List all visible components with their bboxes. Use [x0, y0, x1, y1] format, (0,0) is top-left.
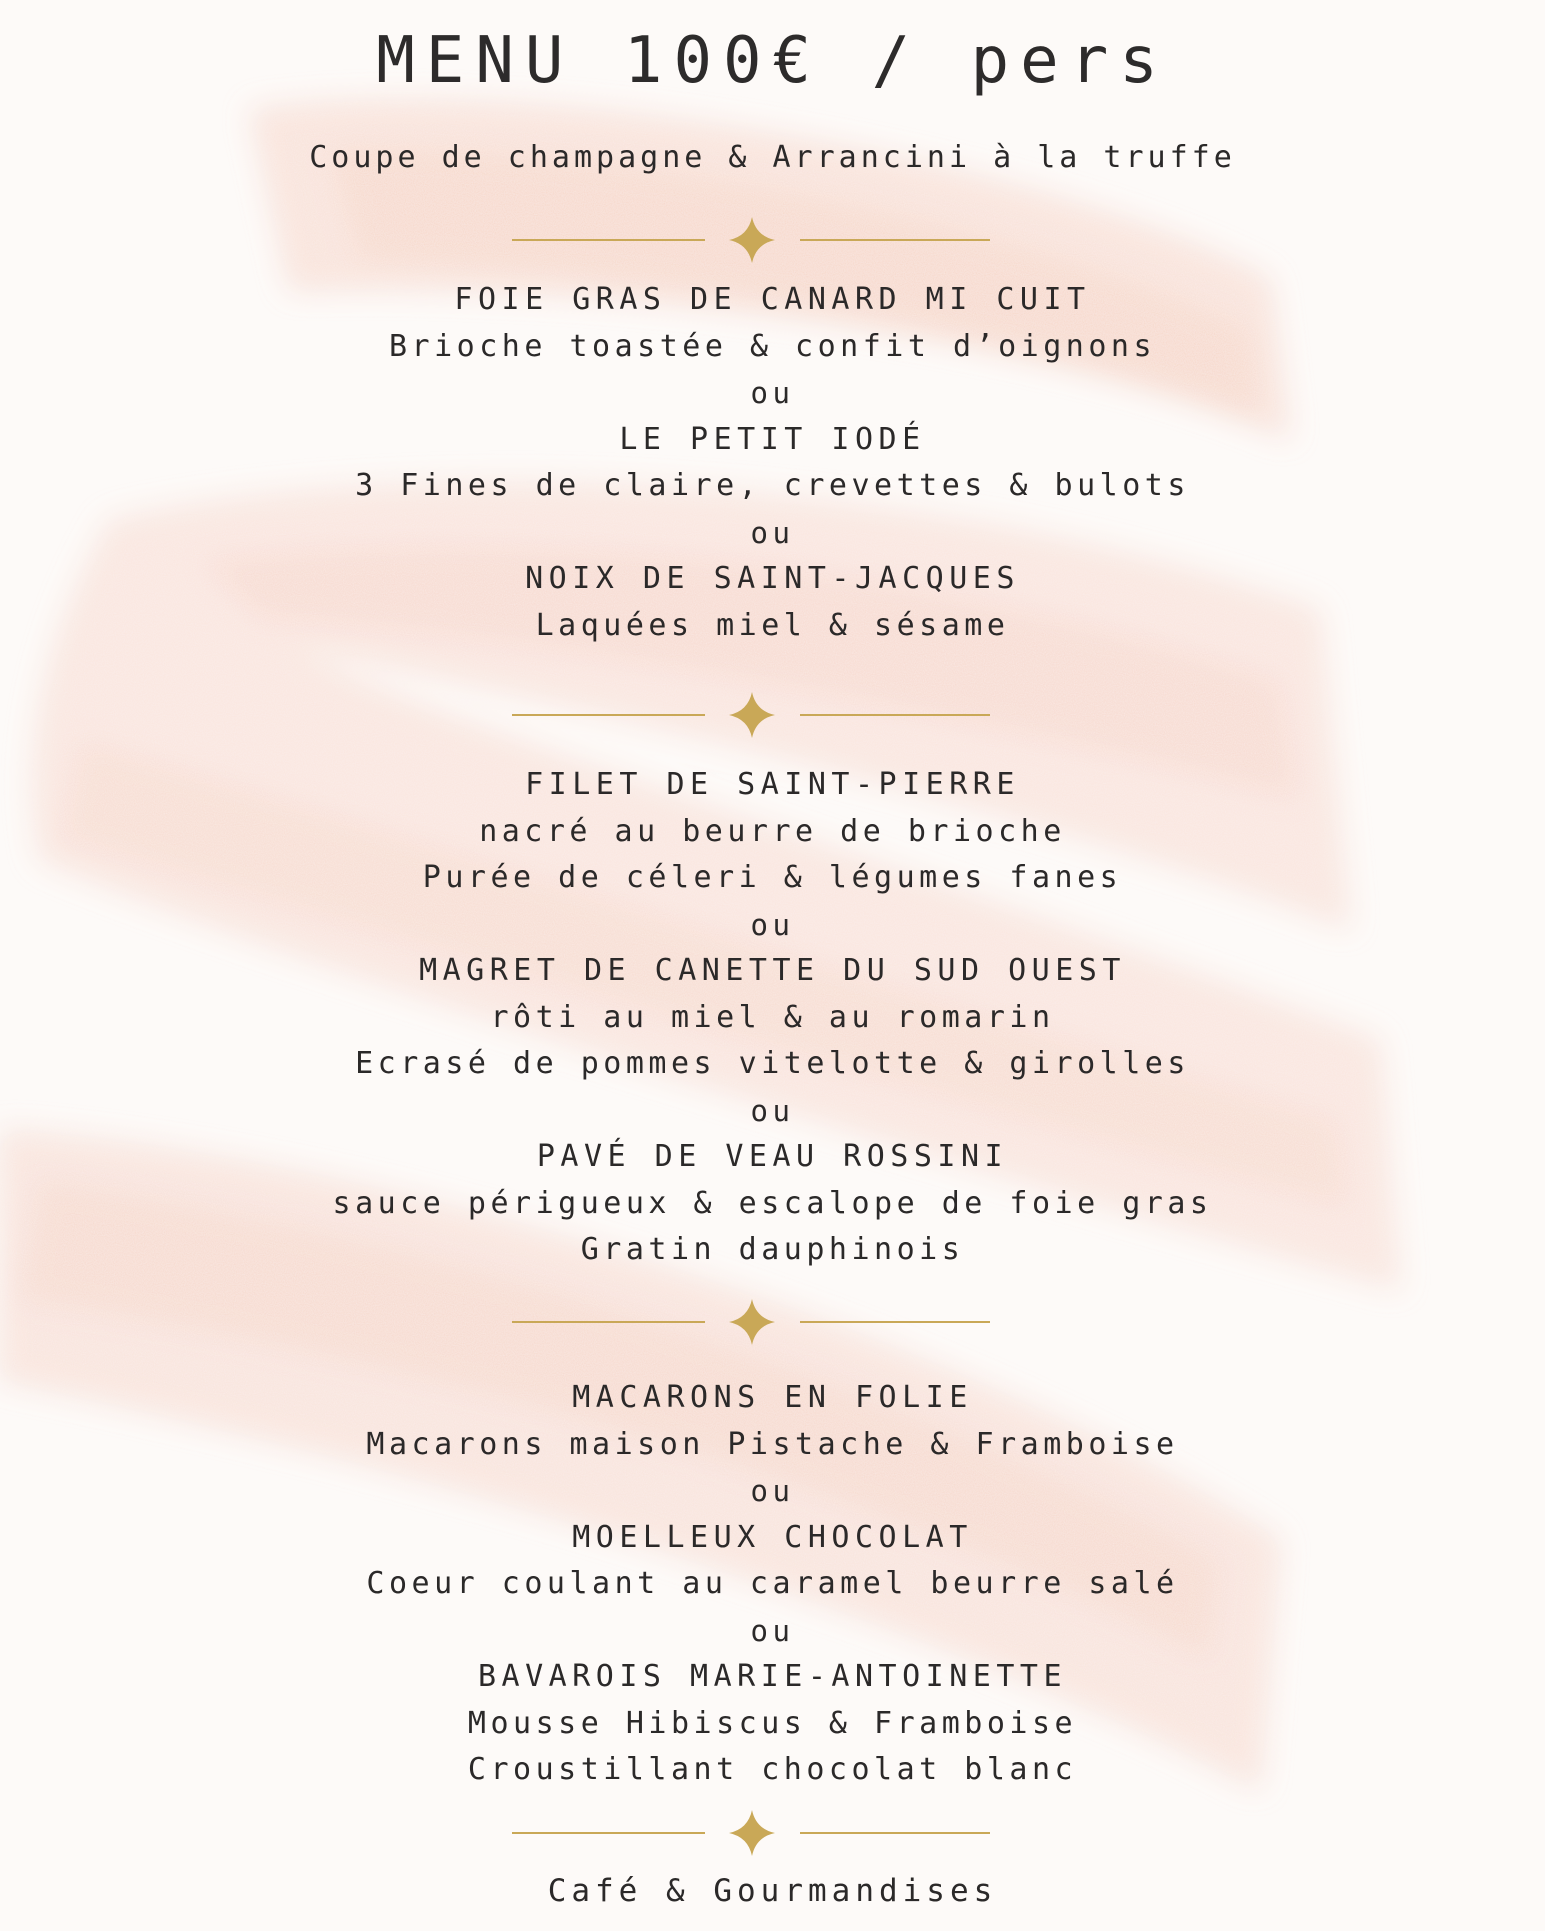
section-divider	[0, 1297, 1545, 1347]
course-desserts	[0, 1375, 1545, 1794]
section-divider	[0, 1808, 1545, 1858]
or-separator: ou	[750, 376, 795, 410]
four-point-star-icon	[0, 215, 1545, 265]
dish-description: 3 Fines de claire, crevettes & bulots	[355, 468, 1190, 503]
dish-description: rôti au miel & au romarin	[490, 999, 1055, 1035]
dish-description: Gratin dauphinois	[580, 1232, 965, 1267]
menu-title: MENU 100€ / pers	[376, 24, 1169, 98]
dish-description: Purée de céleri & légumes fanes	[422, 860, 1123, 895]
footer-line: Café & Gourmandises	[547, 1873, 998, 1909]
or-separator: ou	[750, 515, 795, 550]
section-divider	[0, 215, 1545, 265]
aperitif-line: Coupe de champagne & Arrancini à la truffe	[309, 140, 1236, 175]
dish-name: MACARONS EN FOLIE	[572, 1380, 973, 1415]
dish-name: BAVAROIS MARIE-ANTOINETTE	[477, 1659, 1068, 1694]
section-divider	[0, 690, 1545, 740]
or-separator: ou	[750, 1474, 795, 1508]
dish-description: Macarons maison Pistache & Framboise	[366, 1426, 1179, 1462]
dish-name: PAVÉ DE VEAU ROSSINI	[536, 1139, 1009, 1174]
four-point-star-icon	[0, 690, 1545, 740]
or-separator: ou	[750, 1613, 795, 1648]
or-separator: ou	[750, 907, 795, 942]
four-point-star-icon	[0, 1297, 1545, 1347]
dish-name: NOIX DE SAINT-JACQUES	[525, 561, 1020, 596]
course-starters	[0, 277, 1545, 649]
dish-description: Croustillant chocolat blanc	[467, 1752, 1078, 1787]
or-separator: ou	[750, 1093, 795, 1128]
dish-description: sauce périgueux & escalope de foie gras	[332, 1185, 1213, 1221]
dish-name: MAGRET DE CANETTE DU SUD OUEST	[419, 953, 1126, 988]
four-point-star-icon	[0, 1808, 1545, 1858]
dish-description: Laquées miel & sésame	[535, 607, 1010, 643]
course-mains	[0, 762, 1545, 1274]
dish-description: nacré au beurre de brioche	[479, 813, 1066, 849]
dish-name: FOIE GRAS DE CANARD MI CUIT	[454, 282, 1091, 317]
dish-description: Mousse Hibiscus & Framboise	[467, 1705, 1078, 1741]
dish-name: LE PETIT IODÉ	[619, 421, 926, 457]
dish-name: MOELLEUX CHOCOLAT	[572, 1519, 973, 1555]
dish-name: FILET DE SAINT-PIERRE	[525, 767, 1020, 802]
dish-description: Ecrasé de pommes vitelotte & girolles	[355, 1046, 1190, 1081]
dish-description: Coeur coulant au caramel beurre salé	[366, 1566, 1179, 1601]
dish-description: Brioche toastée & confit d’oignons	[388, 328, 1157, 364]
